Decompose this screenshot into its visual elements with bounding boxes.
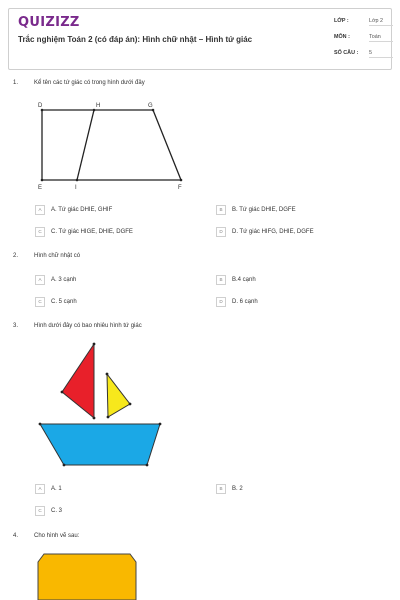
q1-option-b[interactable] <box>216 205 296 215</box>
question-1-text: Kể tên các tứ giác có trong hình dưới đây <box>34 80 145 86</box>
option-text: B. 2 <box>232 486 243 492</box>
question-count-label: SỐ CÂU : <box>334 50 359 56</box>
option-text: A. 1 <box>51 486 62 492</box>
subject-value: Toán <box>369 34 393 42</box>
option-text: D. Tứ giác HIFG, DHIE, DGFE <box>232 229 314 235</box>
q2-option-a[interactable] <box>35 275 76 285</box>
option-text: B.4 cạnh <box>232 277 256 283</box>
question-3-text: Hình dưới đây có bao nhiêu hình tứ giác <box>34 323 142 329</box>
orange-shape-figure <box>34 552 140 600</box>
question-1-number: 1. <box>13 80 19 86</box>
question-4-number: 4. <box>13 533 19 539</box>
q1-option-d[interactable] <box>216 227 314 237</box>
worksheet-title: Trắc nghiệm Toán 2 (có đáp án): Hình chữ nhật – Hình tứ giác <box>18 35 253 44</box>
q1-option-c[interactable] <box>35 227 133 237</box>
option-c-checkbox[interactable]: C <box>35 506 45 516</box>
question-3-number: 3. <box>13 323 19 329</box>
question-2-number: 2. <box>13 253 19 259</box>
label-d: D <box>38 103 43 109</box>
subject-label: MÔN : <box>334 34 350 40</box>
label-g: G <box>148 103 153 109</box>
option-b-checkbox[interactable]: B <box>216 275 226 285</box>
label-i: I <box>75 185 77 191</box>
boat-hull <box>40 424 160 465</box>
option-d-checkbox[interactable]: D <box>216 297 226 307</box>
yellow-sail <box>107 374 130 417</box>
option-c-checkbox[interactable]: C <box>35 297 45 307</box>
label-h: H <box>96 103 101 109</box>
sailboat-figure <box>30 338 170 470</box>
option-d-checkbox[interactable]: D <box>216 227 226 237</box>
question-count-value: 5 <box>369 50 393 58</box>
label-f: F <box>178 185 182 191</box>
option-text: A. Tứ giác DHIE, GHIF <box>51 207 113 213</box>
option-c-checkbox[interactable]: C <box>35 227 45 237</box>
quadrilateral-figure <box>30 96 200 196</box>
q2-option-d[interactable] <box>216 297 258 307</box>
option-a-checkbox[interactable]: A <box>35 205 45 215</box>
q1-option-a[interactable] <box>35 205 112 215</box>
label-e: E <box>38 185 43 191</box>
red-sail <box>62 344 94 418</box>
q3-option-c[interactable] <box>35 506 62 516</box>
option-a-checkbox[interactable]: A <box>35 275 45 285</box>
class-label: LỚP : <box>334 18 349 24</box>
option-text: C. 3 <box>51 508 63 514</box>
option-text: B. Tứ giác DHIE, DGFE <box>232 207 296 213</box>
option-b-checkbox[interactable]: B <box>216 484 226 494</box>
option-text: C. 5 cạnh <box>51 299 77 305</box>
option-text: D. 6 cạnh <box>232 299 258 305</box>
quizizz-logo[interactable]: QUIZIZZ <box>18 15 80 30</box>
worksheet-header <box>8 8 392 70</box>
q2-option-c[interactable] <box>35 297 77 307</box>
option-text: A. 3 cạnh <box>51 277 77 283</box>
question-2-text: Hình chữ nhật có <box>34 253 81 259</box>
q3-option-a[interactable] <box>35 484 62 494</box>
option-a-checkbox[interactable]: A <box>35 484 45 494</box>
q2-option-b[interactable] <box>216 275 256 285</box>
class-value: Lớp 2 <box>369 18 393 26</box>
q3-option-b[interactable] <box>216 484 243 494</box>
question-4-text: Cho hình vẽ sau: <box>34 533 80 539</box>
option-b-checkbox[interactable]: B <box>216 205 226 215</box>
option-text: C. Tứ giác HIGE, DHIE, DGFE <box>51 229 133 235</box>
